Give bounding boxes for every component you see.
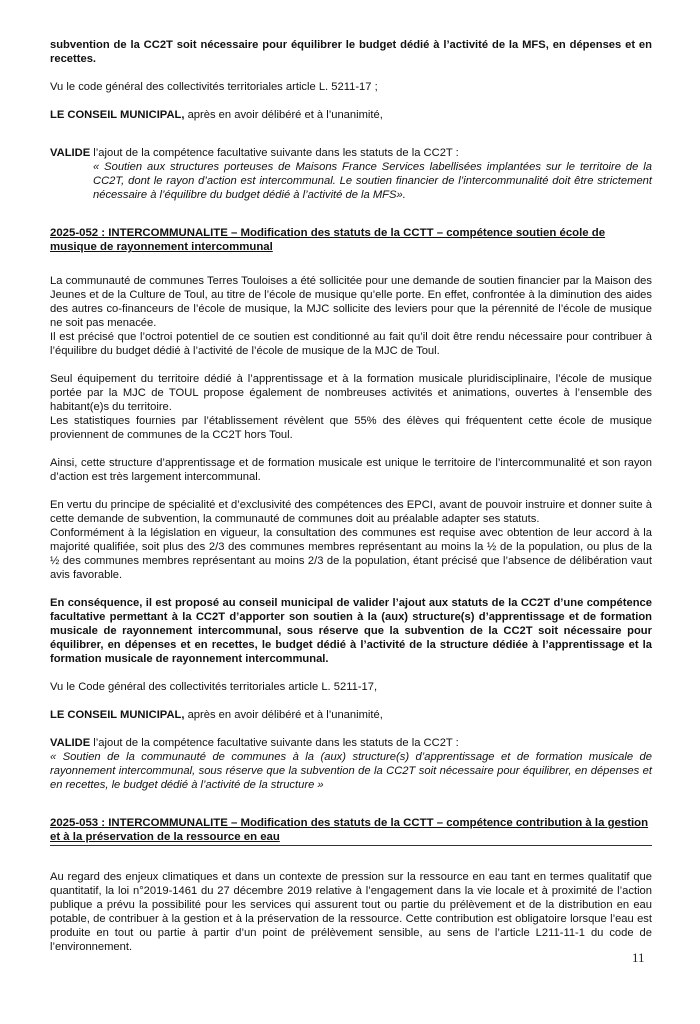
council-label: LE CONSEIL MUNICIPAL, — [50, 109, 185, 121]
section-052-vu: Vu le Code général des collectivités territoriales article L. 5211-17, — [50, 681, 378, 693]
intro-vu-paragraph: Vu le code général des collectivités territoriales article L. 5211-17 ; — [50, 81, 378, 93]
valide-text: l’ajout de la compétence facultative suivante dans les statuts de la CC2T : — [90, 737, 459, 749]
document-page — [50, 38, 652, 954]
council-text: après en avoir délibéré et à l’unanimité, — [184, 709, 383, 721]
section-052-quote: « Soutien de la communauté de communes à la (aux) structure(s) d’apprentissage et de formation musicale de rayonnement intercommunal, sous réserve que la subvention de la CC2T soit nécessaire pour équilibrer, en dépenses et en recettes, le budget dédié à l’activité de la structure » — [50, 751, 652, 791]
valide-label: VALIDE — [50, 737, 91, 749]
intro-council-paragraph — [50, 108, 652, 122]
valide-text: l’ajout de la compétence facultative suivante dans les statuts de la CC2T : — [90, 147, 459, 159]
valide-label: VALIDE — [50, 147, 91, 159]
section-053-heading: 2025-053 : INTERCOMMUNALITE – Modification des statuts de la CCTT – compétence contribution à la gestion et à la préservation de la ressource en eau — [50, 817, 649, 843]
section-053-paragraph-1: Au regard des enjeux climatiques et dans un contexte de pression sur la ressource en eau tant en termes qualitatif que quantitatif, la loi n°2019-1461 du 27 décembre 2019 relative à l’engagement dans la vie locale et à proximité de l’action publique a prévu la possibilité pour les services qui assurent tout ou partie du prélèvement et de la distribution en eau potable, de contribuer à la gestion et à la préservation de la ressource. Cette contribution est obligatoire lorsque l’eau est produite en tout ou partie à partir d’un point de prélèvement sensible, au sens de l’article L211-11-1 du code de l’environnement. — [50, 871, 652, 953]
section-052-paragraph-6: En vertu du principe de spécialité et d’exclusivité des compétences des EPCI, avant de pouvoir instruire et donner suite à cette demande de subvention, la communauté de communes doit au préalable adapter ses statuts. — [50, 499, 652, 525]
page-number: 11 — [632, 950, 645, 965]
section-052-proposal: En conséquence, il est proposé au conseil municipal de valider l’ajout aux statuts de la CC2T d’une compétence facultative permettant à la CC2T d’apporter son soutien à la (aux) structure(s) d’apprentissage et de formation musicale de rayonnement intercommunal, sous réserve que la subvention de la CC2T soit nécessaire pour équilibrer, en dépenses et en recettes, le budget dédié à l’activité de la structure dédiée à l’apprentissage et la formation musicale de rayonnement intercommunal. — [50, 597, 652, 665]
intro-quote: « Soutien aux structures porteuses de Maisons France Services labellisées implantées sur le territoire de la CC2T, dont le rayon d’action est intercommunal. Le soutien financier de l’intercommunalité doit être strictement nécessaire à l’équilibre du budget dédié à l’activité de la MFS». — [93, 161, 652, 201]
section-052-paragraph-4: Les statistiques fournies par l’établissement révèlent que 55% des élèves qui fréquentent cette école de musique proviennent de communes de la CC2T hors Toul. — [50, 415, 652, 441]
intro-closing-paragraph: subvention de la CC2T soit nécessaire pour équilibrer le budget dédié à l’activité de la MFS, en dépenses et en recettes. — [50, 39, 652, 65]
section-052-valide — [50, 736, 652, 750]
section-052-paragraph-3: Seul équipement du territoire dédié à l’apprentissage et à la formation musicale pluridisciplinaire, l’école de musique portée par la MJC de TOUL propose également de nombreuses activités et animations, ouvertes à l’ensemble des habitant(e)s du territoire. — [50, 373, 652, 413]
section-052-paragraph-1: La communauté de communes Terres Touloises a été sollicitée pour une demande de soutien financier par la Maison des Jeunes et de la Culture de Toul, au titre de l’école de musique qu’elle porte. En effet, confrontée à la diminution des aides des autres co-financeurs de l’école de musique, la MJC sollicite des leviers pour que la pérennité de l’école de musique ne soit pas menacée. — [50, 275, 652, 329]
section-052-paragraph-7: Conformément à la législation en vigueur, la consultation des communes est requise avec obtention de leur accord à la majorité qualifiée, soit plus des 2/3 des communes membres représentant au moins la ½ de la population, ou plus de la ½ des communes membres représentant au moins 2/3 de la population, étant précisé que l’absence de délibération vaut avis favorable. — [50, 527, 652, 581]
section-053-heading-rule — [50, 816, 652, 846]
section-052-heading: 2025-052 : INTERCOMMUNALITE – Modification des statuts de la CCTT – compétence soutien école de musique de rayonnement intercommunal — [50, 227, 606, 253]
intro-valide-paragraph — [50, 146, 652, 160]
section-052-council — [50, 708, 652, 722]
section-052-paragraph-2: Il est précisé que l’octroi potentiel de ce soutien est conditionné au fait qu’il doit être rendu nécessaire pour contribuer à l’équilibre du budget dédié à l’activité de l’école de musique de la MJC de Toul. — [50, 331, 652, 357]
council-label: LE CONSEIL MUNICIPAL, — [50, 709, 185, 721]
council-text: après en avoir délibéré et à l’unanimité, — [184, 109, 383, 121]
section-052-paragraph-5: Ainsi, cette structure d’apprentissage et de formation musicale est unique le territoire de l’intercommunalité et son rayon d’action est très largement intercommunal. — [50, 457, 652, 483]
